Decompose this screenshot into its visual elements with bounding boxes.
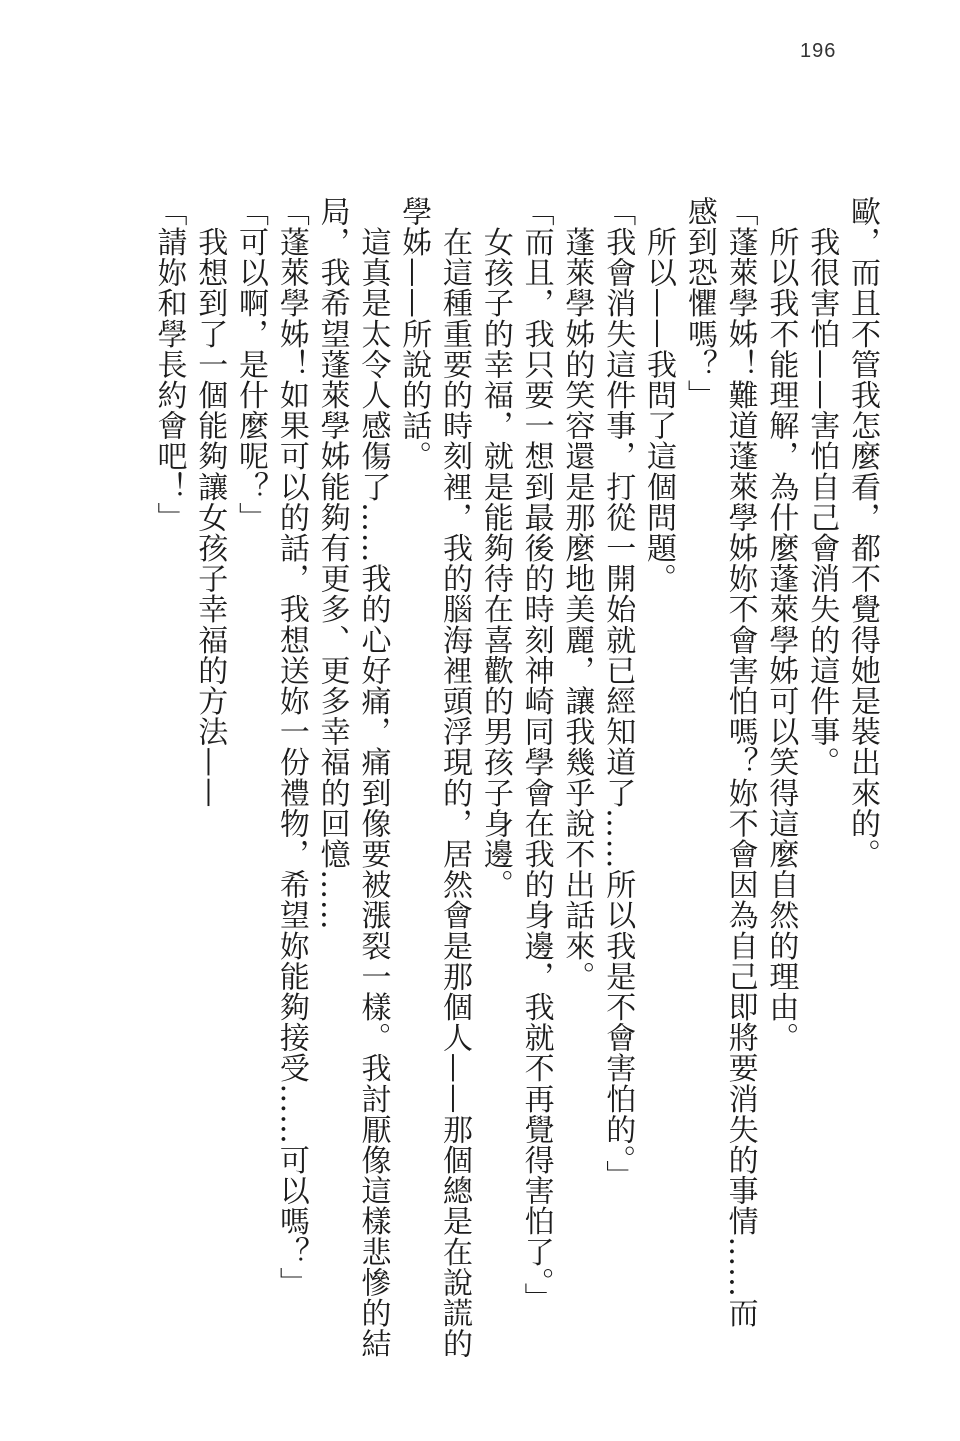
text-line: 所以我不能理解，為什麼蓬萊學姊可以笑得這麼自然的理由。 <box>763 196 799 1053</box>
text-line: 歐，而且不管我怎麼看，都不覺得她是裝出來的。 <box>845 196 880 870</box>
text-line: 蓬萊學姊的笑容還是那麼地美麗，讓我幾乎說不出話來。 <box>559 196 595 992</box>
text-line: 感到恐懼嗎？」 <box>681 196 717 411</box>
text-line: 「蓬萊學姊！難道蓬萊學姊妳不會害怕嗎？妳不會因為自己即將要消失的事情……而 <box>722 196 758 1329</box>
text-line: 局，我希望蓬萊學姊能夠有更多、更多幸福的回憶…… <box>314 196 350 931</box>
text-line: 「我會消失這件事，打從一開始就已經知道了……所以我是不會害怕的。」 <box>600 196 636 1191</box>
text-line: 所以——我問了這個問題。 <box>641 196 677 594</box>
text-line: 女孩子的幸福，就是能夠待在喜歡的男孩子身邊。 <box>477 196 513 900</box>
text-line: 我想到了一個能夠讓女孩子幸福的方法—— <box>192 196 228 808</box>
page-number: 196 <box>800 40 837 62</box>
text-line: 在這種重要的時刻裡，我的腦海裡頭浮現的，居然會是那個人——那個總是在說謊的 <box>437 196 473 1359</box>
text-line: 這真是太令人感傷了……我的心好痛，痛到像要被漲裂一樣。我討厭像這樣悲慘的結 <box>355 196 391 1359</box>
text-line: 「而且，我只要一想到最後的時刻神崎同學會在我的身邊，我就不再覺得害怕了。」 <box>518 196 554 1314</box>
text-line: 我很害怕——害怕自己會消失的這件事。 <box>804 196 840 778</box>
text-line: 「請妳和學長約會吧！」 <box>151 196 187 533</box>
text-line: 「可以啊，是什麼呢？」 <box>233 196 269 533</box>
text-line: 「蓬萊學姊！如果可以的話，我想送妳一份禮物，希望妳能夠接受……可以嗎？」 <box>273 196 309 1298</box>
vertical-text-body <box>62 196 882 1359</box>
text-line: 學姊——所說的話。 <box>396 196 432 472</box>
